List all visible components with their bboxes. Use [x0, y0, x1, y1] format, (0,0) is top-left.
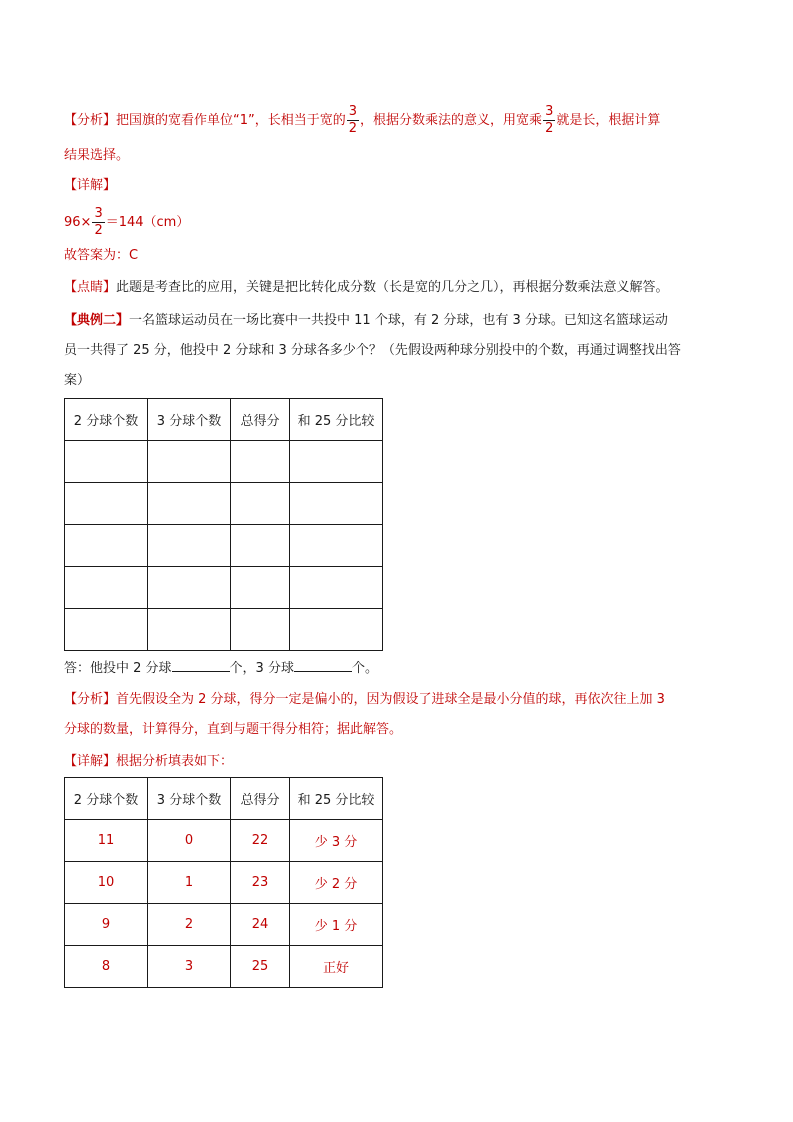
empty-cell[interactable]: [231, 441, 290, 483]
empty-cell[interactable]: [231, 609, 290, 651]
analysis-line-2: 结果选择。: [64, 148, 130, 163]
cell-three-pointers: 3: [148, 946, 231, 988]
empty-answer-table: [64, 398, 383, 651]
col-header: 2 分球个数: [65, 399, 148, 441]
table-row: [65, 904, 383, 946]
cell-three-pointers: 1: [148, 862, 231, 904]
empty-cell[interactable]: [148, 525, 231, 567]
empty-cell[interactable]: [65, 483, 148, 525]
fraction-three-halves: $\frac{3}{2}$: [348, 104, 358, 136]
table-row: [65, 483, 383, 525]
empty-cell[interactable]: [148, 609, 231, 651]
empty-cell[interactable]: [65, 441, 148, 483]
empty-cell[interactable]: [231, 567, 290, 609]
cell-total: 24: [231, 904, 290, 946]
example-line-2: 员一共得了 25 分，他投中 2 分球和 3 分球各多少个？（先假设两种球分别投中的个数，再通过调整找出答: [64, 343, 681, 358]
col-header: 和 25 分比较: [290, 399, 383, 441]
empty-cell[interactable]: [148, 483, 231, 525]
empty-cell[interactable]: [290, 567, 383, 609]
cell-compare: 少 2 分: [290, 862, 383, 904]
analysis-line-1: [64, 104, 660, 137]
empty-cell[interactable]: [290, 441, 383, 483]
cell-total: 23: [231, 862, 290, 904]
table-row: [65, 820, 383, 862]
col-header: 2 分球个数: [65, 778, 148, 820]
cell-two-pointers: 11: [65, 820, 148, 862]
cell-total: 22: [231, 820, 290, 862]
filled-answer-table: [64, 777, 383, 988]
analysis-tag: 【分析】: [64, 113, 117, 128]
detail-tag: 【详解】: [64, 178, 117, 193]
empty-cell[interactable]: [65, 609, 148, 651]
empty-cell[interactable]: [65, 567, 148, 609]
analysis2-tag: 【分析】: [64, 692, 117, 707]
empty-cell[interactable]: [148, 567, 231, 609]
empty-cell[interactable]: [231, 483, 290, 525]
table-row: [65, 525, 383, 567]
empty-cell[interactable]: [65, 525, 148, 567]
table-row: [65, 567, 383, 609]
cell-total: 25: [231, 946, 290, 988]
answer-blank-2pt[interactable]: [172, 657, 230, 672]
cell-compare: 少 3 分: [290, 820, 383, 862]
empty-cell[interactable]: [148, 441, 231, 483]
cell-three-pointers: 2: [148, 904, 231, 946]
empty-cell[interactable]: [231, 525, 290, 567]
answer-blank-3pt[interactable]: [294, 657, 352, 672]
col-header: 和 25 分比较: [290, 778, 383, 820]
col-header: 总得分: [231, 399, 290, 441]
analysis2-line-2: 分球的数量，计算得分，直到与题干得分相符；据此解答。: [64, 722, 403, 737]
equation: 96× $\frac{3}{2}$ ＝144（cm）: [64, 206, 190, 238]
example-line-1: [64, 311, 668, 331]
analysis-text-b: ，根据分数乘法的意义，用宽乘: [360, 113, 543, 128]
cell-two-pointers: 9: [65, 904, 148, 946]
detail2-tag: 【详解】: [64, 754, 117, 769]
example-text-1: 一名篮球运动员在一场比赛中一共投中 11 个球，有 2 分球，也有 3 分球。已知这名篮球运动: [129, 313, 668, 328]
col-header: 3 分球个数: [148, 778, 231, 820]
answer-choice: 故答案为：C: [64, 248, 139, 263]
comment-line: [64, 278, 669, 298]
example-line-3: 案）: [64, 373, 91, 388]
table-row: [65, 946, 383, 988]
empty-cell[interactable]: [290, 609, 383, 651]
answer-sentence: 答：他投中 2 分球 个，3 分球 个。: [64, 657, 378, 679]
cell-two-pointers: 10: [65, 862, 148, 904]
analysis-text-c: 就是长，根据计算: [556, 113, 661, 128]
cell-compare: 正好: [290, 946, 383, 988]
comment-tag: 【点睛】: [64, 280, 117, 295]
col-header: 3 分球个数: [148, 399, 231, 441]
analysis2-line-1: 【分析】首先假设全为 2 分球，得分一定是偏小的，因为假设了进球全是最小分值的球，再依次往上加 3: [64, 692, 665, 707]
empty-cell[interactable]: [290, 483, 383, 525]
analysis-text-a: 把国旗的宽看作单位“1”，长相当于宽的: [116, 113, 346, 128]
fraction-three-halves: $\frac{3}{2}$: [545, 104, 554, 136]
detail2-line: 【详解】根据分析填表如下：: [64, 754, 234, 769]
fraction-three-halves: $\frac{3}{2}$: [94, 206, 103, 238]
example-tag: 【典例二】: [64, 313, 130, 328]
table-row: [65, 862, 383, 904]
cell-three-pointers: 0: [148, 820, 231, 862]
table-row: [65, 609, 383, 651]
comment-text: 此题是考查比的应用，关键是把比转化成分数（长是宽的几分之几），再根据分数乘法意义解答。: [116, 280, 669, 295]
table-row: [65, 441, 383, 483]
cell-two-pointers: 8: [65, 946, 148, 988]
cell-compare: 少 1 分: [290, 904, 383, 946]
empty-cell[interactable]: [290, 525, 383, 567]
col-header: 总得分: [231, 778, 290, 820]
